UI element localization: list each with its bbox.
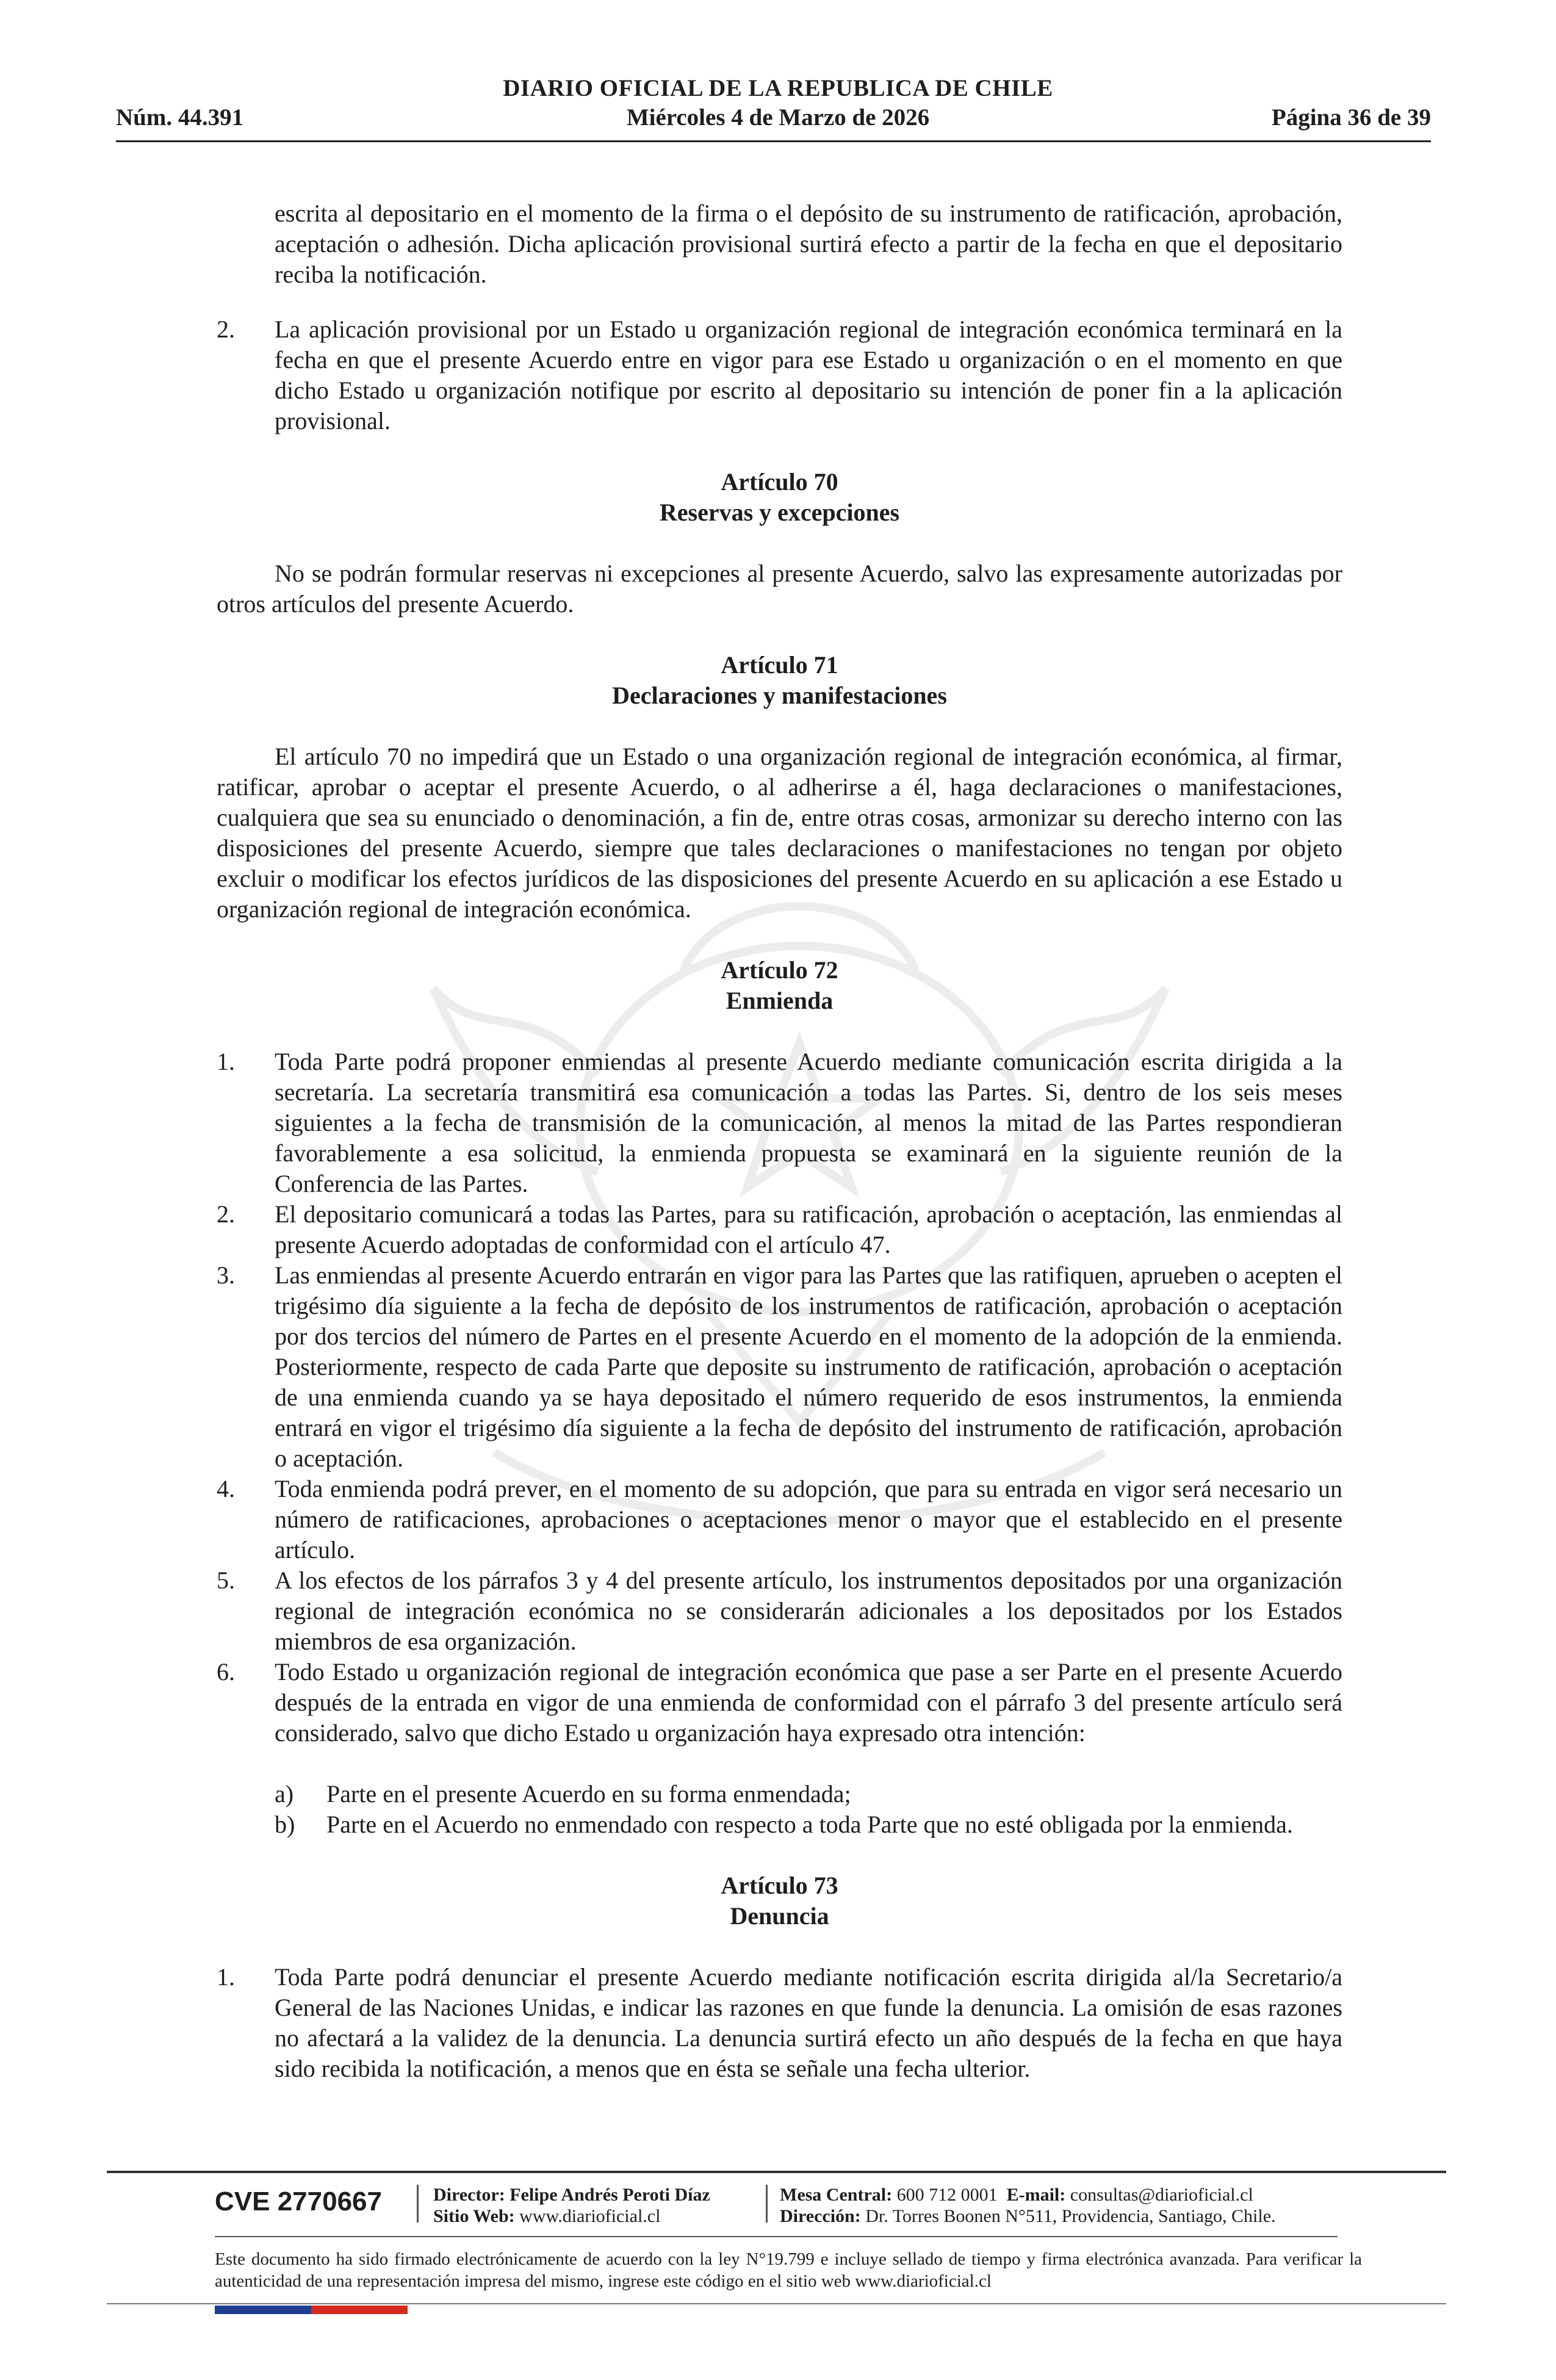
cve-code: CVE 2770667 <box>215 2187 382 2216</box>
footer-separator <box>417 2185 419 2223</box>
list-item-number: 5. <box>217 1567 235 1594</box>
article-70-text: No se podrán formular reservas ni excepciones al presente Acuerdo, salvo las expresamente autorizadas por otros artículos del presente Acuerdo. <box>217 560 1342 618</box>
list-item-text: Todo Estado u organización regional de integración económica que pase a ser Parte en el presente Acuerdo después de la entrada en vigor de una enmienda de conformidad con el párrafo 3 del presente artículo será considerado, salvo que dicho Estado u organización haya expresado otra intención: <box>275 1658 1342 1747</box>
list-item <box>217 1474 1342 1565</box>
document-body <box>217 174 1342 2084</box>
sub-list-item-text: Parte en el presente Acuerdo en su forma enmendada; <box>326 1780 851 1808</box>
director-label: Director: <box>433 2185 505 2205</box>
article-72-subtitle: Enmienda <box>726 987 834 1014</box>
flag-stripe-blue <box>215 2306 311 2314</box>
address-value: Dr. Torres Boonen N°511, Providencia, Santiago, Chile. <box>865 2206 1276 2226</box>
list-item-text: El depositario comunicará a todas las Partes, para su ratificación, aprobación o aceptación, las enmiendas al presente Acuerdo adoptadas de conformidad con el artículo 47. <box>275 1200 1342 1258</box>
issue-number: Núm. 44.391 <box>116 104 244 131</box>
email-label: E-mail: <box>1006 2185 1066 2205</box>
footer-separator <box>766 2185 768 2223</box>
list-item <box>217 1962 1342 2084</box>
footer-contact-block <box>780 2184 1276 2227</box>
list-item-number: 2. <box>217 316 235 343</box>
article-71-title: Artículo 71 <box>721 651 838 679</box>
sub-list-item-text: Parte en el Acuerdo no enmendado con respecto a toda Parte que no esté obligada por la enmienda. <box>326 1811 1293 1838</box>
address-label: Dirección: <box>780 2206 861 2226</box>
sub-list-item-letter: b) <box>275 1811 295 1838</box>
article-71-text: El artículo 70 no impedirá que un Estado o una organización regional de integración económica, al firmar, ratificar, aprobar o aceptar el presente Acuerdo, o al adherirse a él, haga declaraciones o manifestaciones, cualquiera que sea su enunciado o denominación, a fin de, entre otras cosas, armonizar su derecho interno con las disposiciones del presente Acuerdo, siempre que tales declaraciones o manifestaciones no tengan por objeto excluir o modificar los efectos jurídicos de las disposiciones del presente Acuerdo en su aplicación a ese Estado u organización regional de integración económica. <box>217 743 1342 923</box>
website-link[interactable]: www.diarioficial.cl <box>519 2206 661 2226</box>
list-item-number: 2. <box>217 1200 235 1228</box>
page-number: Página 36 de 39 <box>1271 104 1431 131</box>
phone-label: Mesa Central: <box>780 2185 893 2205</box>
footer-divider-secondary <box>215 2236 1338 2237</box>
issue-date: Miércoles 4 de Marzo de 2026 <box>626 104 930 131</box>
list-item-text: La aplicación provisional por un Estado u organización regional de integración económica terminará en la fecha en que el presente Acuerdo entre en vigor para ese Estado u organización o en el momento en que dicho Estado u organización notifique por escrito al depositario su intención de poner fin a la aplicación provisional. <box>275 316 1342 435</box>
list-item-text: Toda Parte podrá denunciar el presente Acuerdo mediante notificación escrita dirigida al/la Secretario/a General de las Naciones Unidas, e indicar las razones en que funde la denuncia. La omisión de esas razones no afectará a la validez de la denuncia. La denuncia surtirá efecto un año después de la fecha en que haya sido recibida la notificación, a menos que en ésta se señale una fecha ulterior. <box>275 1963 1342 2082</box>
electronic-signature-notice: Este documento ha sido firmado electrónicamente de acuerdo con la ley N°19.799 e incluye sellado de tiempo y firma electrónica avanzada. Para verificar la autenticidad de una representación impresa del mismo, ingrese este código en el sitio web www.diarioficial.cl <box>215 2249 1362 2291</box>
list-item-number: 6. <box>217 1658 235 1686</box>
list-item <box>217 1199 1342 1260</box>
article-73-subtitle: Denuncia <box>730 1902 829 1930</box>
list-item <box>217 1260 1342 1474</box>
list-item-text: Toda enmienda podrá prever, en el momento de su adopción, que para su entrada en vigor será necesario un número de ratificaciones, aprobaciones o aceptaciones menor o mayor que el establecido en el presente artículo. <box>275 1475 1342 1563</box>
article-71-subtitle: Declaraciones y manifestaciones <box>612 682 947 709</box>
list-item-number: 1. <box>217 1048 235 1075</box>
list-item-number: 4. <box>217 1475 235 1502</box>
continued-paragraph: escrita al depositario en el momento de la firma o el depósito de su instrumento de ratificación, aprobación, aceptación o adhesión. Dicha aplicación provisional surtirá efecto a partir de la fecha en que el depositario reciba la notificación. <box>275 200 1342 288</box>
sub-list-item-letter: a) <box>275 1780 294 1808</box>
article-72-title: Artículo 72 <box>721 956 838 984</box>
publication-title: DIARIO OFICIAL DE LA REPUBLICA DE CHILE <box>503 75 1053 101</box>
flag-stripe-red <box>311 2306 408 2314</box>
article-72-list <box>217 1047 1342 1748</box>
footer-bottom-divider <box>107 2303 1446 2304</box>
footer-divider <box>107 2171 1446 2173</box>
director-name: Felipe Andrés Peroti Díaz <box>510 2185 710 2205</box>
footer-director-block <box>433 2184 710 2227</box>
list-item-number: 1. <box>217 1963 235 1991</box>
list-item <box>217 1565 1342 1657</box>
list-item <box>217 1657 1342 1748</box>
sub-list-item <box>217 1779 1342 1809</box>
website-label: Sitio Web: <box>433 2206 515 2226</box>
article-70-title: Artículo 70 <box>721 468 838 496</box>
list-item <box>217 1047 1342 1199</box>
list-item-number: 3. <box>217 1261 235 1289</box>
list-item <box>217 314 1342 436</box>
article-70-subtitle: Reservas y excepciones <box>659 499 900 526</box>
list-item-text: A los efectos de los párrafos 3 y 4 del presente artículo, los instrumentos depositados por una organización regional de integración económica no se considerarán adicionales a los depositados por los Estados miembros de esa organización. <box>275 1567 1342 1655</box>
header-divider <box>116 140 1431 142</box>
list-item-text: Las enmiendas al presente Acuerdo entrarán en vigor para las Partes que las ratifiquen, aprueben o acepten el trigésimo día siguiente a la fecha de depósito de los instrumentos de ratificación, aprobación o aceptación por dos tercios del número de Partes en el presente Acuerdo en el momento de la adopción de la enmienda. Posteriormente, respecto de cada Parte que deposite su instrumento de ratificación, aprobación o aceptación de una enmienda cuando ya se haya depositado el número requerido de esos instrumentos, la enmienda entrará en vigor el trigésimo día siguiente a la fecha de depósito del instrumento de ratificación, aprobación o aceptación. <box>275 1261 1342 1472</box>
sub-list-item <box>217 1809 1342 1840</box>
phone-number: 600 712 0001 <box>896 2185 998 2205</box>
list-item-text: Toda Parte podrá proponer enmiendas al presente Acuerdo mediante comunicación escrita dirigida a la secretaría. La secretaría transmitirá esa comunicación a todas las Partes. Si, dentro de los seis meses siguientes a la fecha de transmisión de la comunicación, al menos la mitad de las Partes respondieran favorablemente a esa solicitud, la enmienda propuesta se examinará en la siguiente reunión de la Conferencia de las Partes. <box>275 1048 1342 1197</box>
article-73-title: Artículo 73 <box>721 1872 838 1899</box>
email-link[interactable]: consultas@diarioficial.cl <box>1070 2185 1253 2205</box>
